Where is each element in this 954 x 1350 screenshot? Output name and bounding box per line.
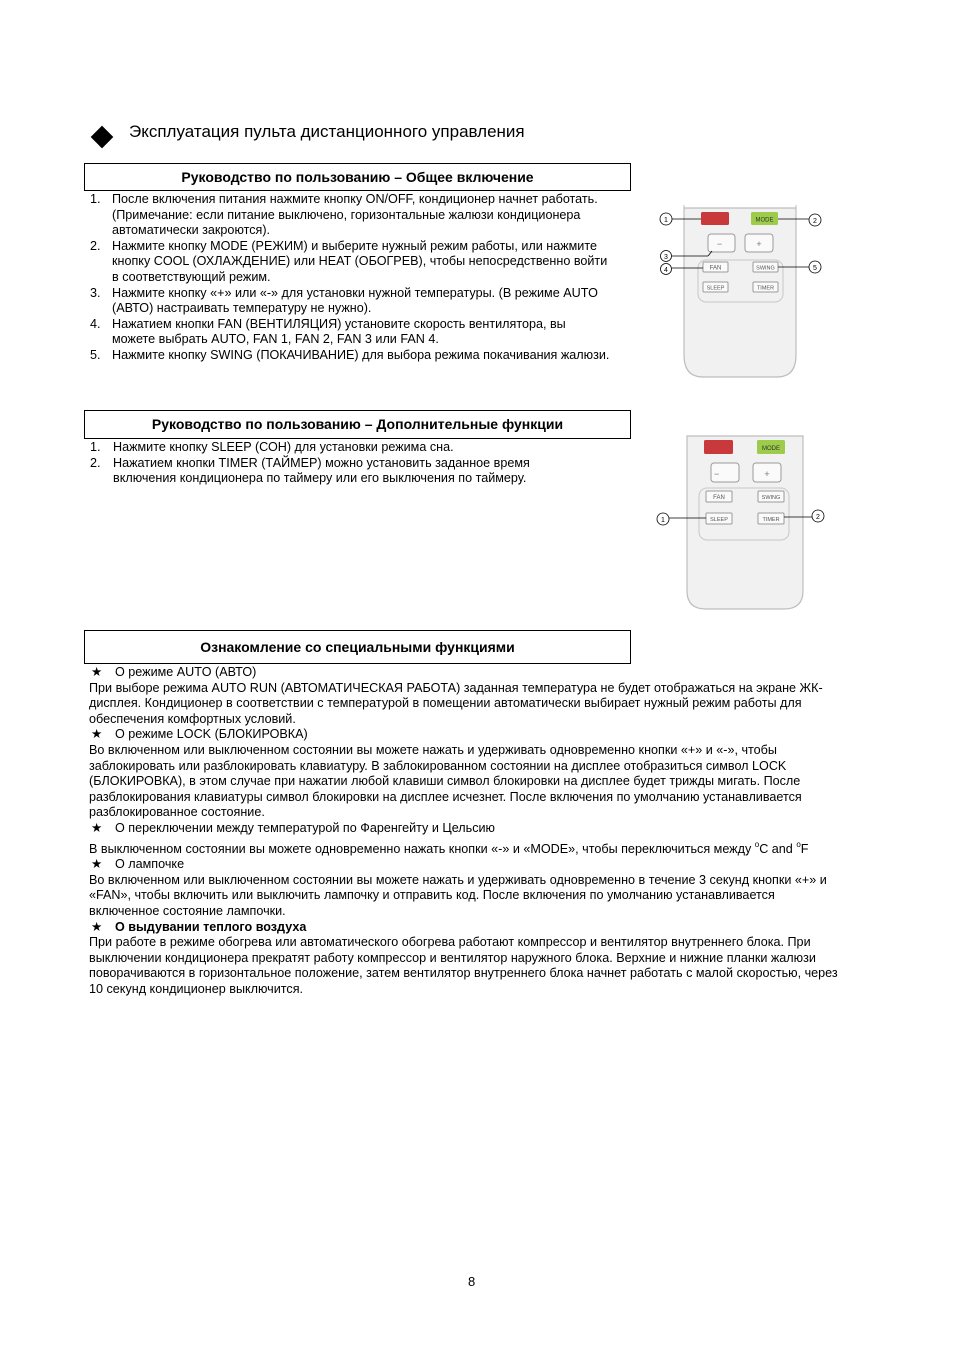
timer-button-label: TIMER <box>756 285 775 292</box>
callout-2: 2 <box>816 514 820 521</box>
special-item-title: ★ О выдувании теплого воздуха <box>91 919 307 934</box>
general-steps-list <box>90 192 610 364</box>
list-item: 1. После включения питания нажмите кнопку ON/OFF, кондиционер начнет работать. (Примечание: если питание выключено, горизонтальные жалюзи кондиционера автоматически закроются). <box>90 192 598 238</box>
swing-button-label: SWING <box>756 265 775 272</box>
list-item: 3. Нажмите кнопку «+» или «-» для установки нужной температуры. (В режиме AUTO (АВТО) настраивать температуру не нужно). <box>90 285 598 316</box>
power-button <box>701 212 729 225</box>
special-item-text: При работе в режиме обогрева или автоматического обогрева работают компрессор и вентилятор внутреннего блока. При выключении кондиционера прекратят работу компрессор и вентилятор наружного блока. Верхние и нижние планки жалюзи поворачиваются в горизонтальное положение, затем вентилятор внутреннего блока начнет работать с малой скоростью, через 10 секунд кондиционер выключится. <box>89 935 838 996</box>
callout-1: 1 <box>661 517 665 524</box>
special-item-title: ★ О лампочке <box>91 857 185 872</box>
special-item-text: При выборе режима AUTO RUN (АВТОМАТИЧЕСКАЯ РАБОТА) заданная температура не будет отображаться на экране ЖК-дисплея. Кондиционер в соответствии с температурой в помещении автоматически выбирает нужный режим работы для обеспечения комфортных условий. <box>89 680 823 726</box>
swing-button-label: SWING <box>761 495 781 501</box>
list-item: 5. Нажмите кнопку SWING (ПОКАЧИВАНИЕ) для выбора режима покачивания жалюзи. <box>90 347 610 362</box>
star-bullet-icon: ★ <box>91 820 103 835</box>
callout-5: 5 <box>813 265 817 272</box>
page-header <box>90 121 650 151</box>
list-item: 2. Нажатием кнопки TIMER (ТАЙМЕР) можно установить заданное время включения кондиционера по таймеру или его выключения по таймеру. <box>90 455 530 486</box>
special-item-text: Во включенном или выключенном состоянии вы можете нажать и удерживать одновременно кнопки «+» и «-», чтобы заблокировать или разблокировать клавиатуру. В заблокированном состоянии на дисплее отобразиться символ LOCK (БЛОКИРОВКА), в этом случае при нажатии любой клавиши символ блокировки на дисплее будет трижды мигать. После разблокирования клавиатуры символ блокировки на дисплее исчезнет. После включения по умолчанию устанавливается разблокированное состояние. <box>89 742 802 820</box>
sleep-button-label: SLEEP <box>706 285 725 292</box>
special-item-text: В выключенном состоянии вы можете одновременно нажать кнопки «-» и «MODE», чтобы переключиться между $^o$C and $^o$F <box>89 839 809 856</box>
callout-4: 4 <box>664 267 668 274</box>
callout-1: 1 <box>664 217 668 224</box>
power-button <box>704 440 733 454</box>
mode-button-label: MODE <box>755 217 774 224</box>
star-bullet-icon: ★ <box>91 919 103 934</box>
special-item-title: ★ О режиме LOCK (БЛОКИРОВКА) <box>91 727 308 742</box>
minus-button-label: − <box>717 239 723 249</box>
special-functions-body <box>89 665 844 997</box>
star-bullet-icon: ★ <box>91 665 103 679</box>
timer-button-label: TIMER <box>762 517 780 523</box>
remote-illustration-general <box>655 205 830 383</box>
special-item-title: ★ О переключении между температурой по Фаренгейту и Цельсию <box>91 820 495 835</box>
page-number: 8 <box>468 1274 476 1289</box>
list-item: 2. Нажмите кнопку MODE (РЕЖИМ) и выберите нужный режим работы, или нажмите кнопку COOL (ОХЛАЖДЕНИЕ) или HEAT (ОБОГРЕВ), чтобы непосредственно войти в соответствующий режим. <box>90 238 608 284</box>
plus-button-label: + <box>764 469 770 479</box>
callout-2: 2 <box>813 218 817 225</box>
remote-illustration-extra <box>652 433 832 613</box>
section-heading-extra: Руководство по пользованию – Дополнительные функции <box>84 410 631 439</box>
star-bullet-icon: ★ <box>91 857 103 872</box>
special-item-title: ★ О режиме AUTO (АВТО) <box>91 665 257 679</box>
mode-button-label: MODE <box>762 446 780 452</box>
section-heading-general: Руководство по пользованию – Общее включение <box>84 163 631 191</box>
minus-button-label: − <box>714 469 720 479</box>
sleep-button-label: SLEEP <box>710 517 728 523</box>
plus-button-label: + <box>756 239 762 249</box>
diamond-bullet-icon <box>91 126 114 149</box>
list-item: 1. Нажмите кнопку SLEEP (СОН) для установки режима сна. <box>90 440 454 454</box>
star-bullet-icon: ★ <box>91 727 103 742</box>
fan-button-label: FAN <box>713 495 725 501</box>
section-heading-special: Ознакомление со специальными функциями <box>84 630 631 664</box>
list-item: 4. Нажатием кнопки FAN (ВЕНТИЛЯЦИЯ) установите скорость вентилятора, вы можете выбрать AUTO, FAN 1, FAN 2, FAN 3 или FAN 4. <box>90 316 566 347</box>
page-title: Эксплуатация пульта дистанционного управления <box>129 122 525 141</box>
fan-button-label: FAN <box>709 265 722 272</box>
callout-3: 3 <box>664 254 668 261</box>
extra-steps-list <box>90 440 580 487</box>
special-item-text: Во включенном или выключенном состоянии вы можете нажать и удерживать одновременно в течение 3 секунд кнопки «+» и «FAN», чтобы включить или выключить лампочку и отправить код. После включения по умолчанию устанавливается включенное состояние лампочки. <box>89 872 827 918</box>
